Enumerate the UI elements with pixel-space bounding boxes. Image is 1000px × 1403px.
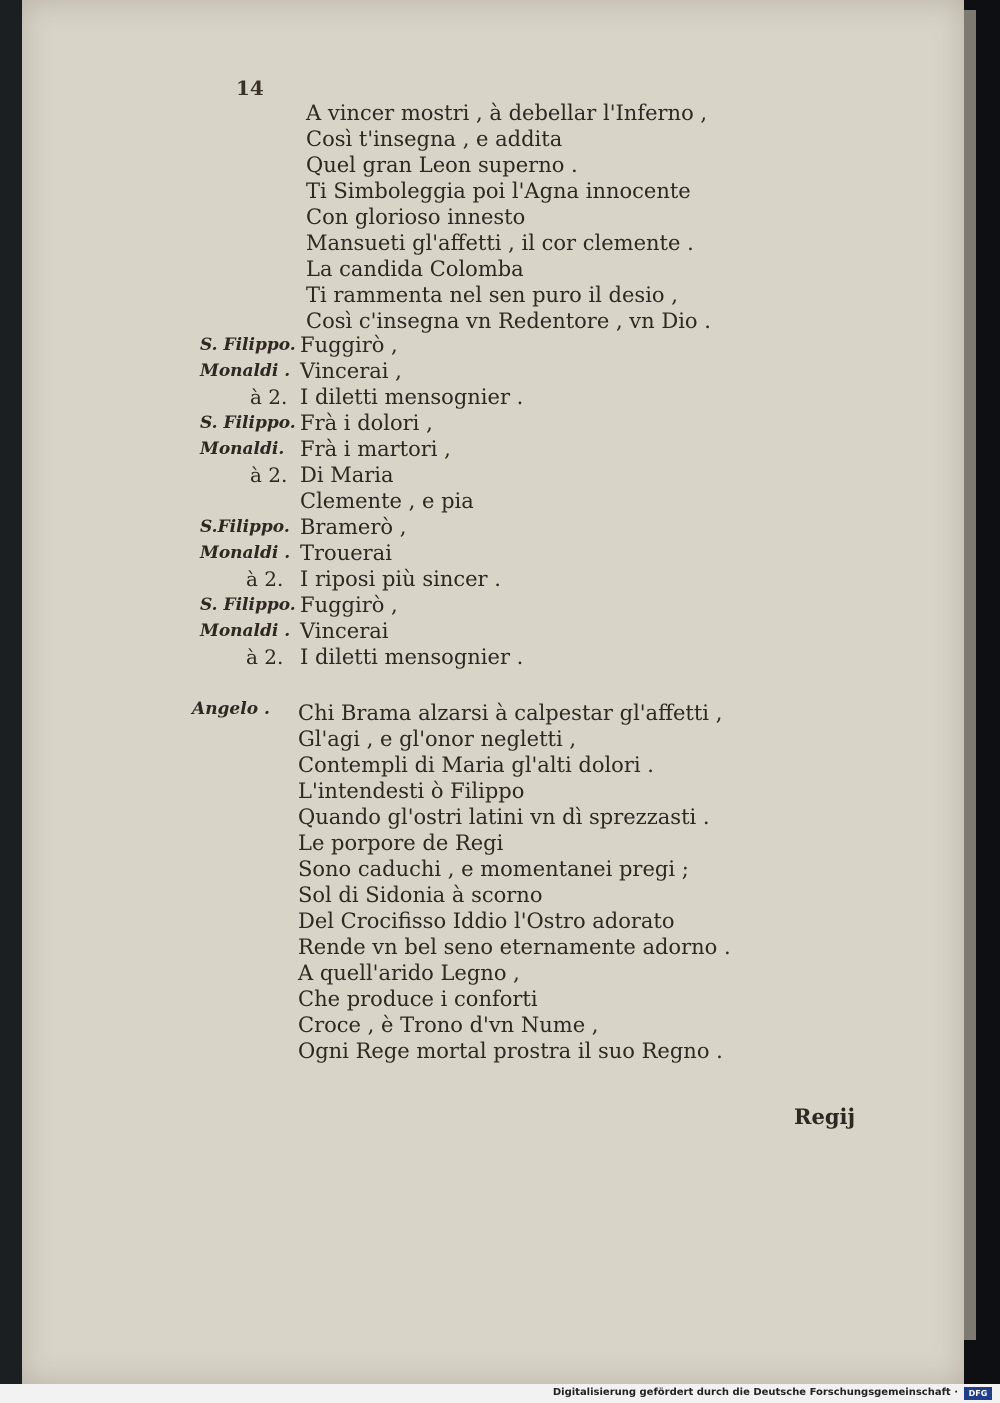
dialogue-line: Frà i martori ,	[300, 437, 451, 461]
speaker-label: Monaldi .	[200, 543, 291, 563]
dialogue-line: Di Maria	[300, 463, 394, 487]
scan-edge	[964, 0, 1000, 1384]
speaker-label: S. Filippo.	[200, 413, 296, 433]
verse-line: Così c'insegna vn Redentore , vn Dio .	[306, 309, 711, 333]
verse-line: Del Crocifisso Iddio l'Ostro adorato	[298, 909, 675, 933]
dialogue-line: Fuggirò ,	[300, 593, 398, 617]
verse-line: Ti Simboleggia poi l'Agna innocente	[306, 179, 691, 203]
funding-credit: Digitalisierung gefördert durch die Deutsche Forschungsgemeinschaft ·	[552, 1387, 958, 1398]
dfg-logo-icon: DFG	[964, 1387, 992, 1400]
dialogue-line: Vincerai ,	[300, 359, 402, 383]
verse-line: A vincer mostri , à debellar l'Inferno ,	[306, 101, 708, 125]
verse-line: Così t'insegna , e addita	[306, 127, 563, 151]
verse-line: Mansueti gl'affetti , il cor clemente .	[306, 231, 694, 255]
speaker-label: Monaldi .	[200, 361, 291, 381]
duet-marker: à 2.	[246, 645, 284, 669]
footer-bar	[0, 1384, 1000, 1403]
dialogue-line: I diletti mensognier .	[300, 645, 524, 669]
dialogue-line: Clemente , e pia	[300, 489, 474, 513]
verse-line: Con glorioso innesto	[306, 205, 526, 229]
dialogue-line: Vincerai	[300, 619, 389, 643]
duet-marker: à 2.	[246, 567, 284, 591]
duet-marker: à 2.	[250, 385, 288, 409]
page-number: 14	[236, 76, 264, 100]
verse-line: Quando gl'ostri latini vn dì sprezzasti .	[298, 805, 710, 829]
verse-line: Quel gran Leon superno .	[306, 153, 578, 177]
speaker-label: S.Filippo.	[200, 517, 290, 537]
dialogue-line: Bramerò ,	[300, 515, 407, 539]
verse-line: Sono caduchi , e momentanei pregi ;	[298, 857, 689, 881]
verse-line: Ti rammenta nel sen puro il desio ,	[306, 283, 678, 307]
verse-line: L'intendesti ò Filippo	[298, 779, 525, 803]
verse-line: Le porpore de Regi	[298, 831, 504, 855]
verse-line: A quell'arido Legno ,	[298, 961, 520, 985]
dialogue-line: Trouerai	[300, 541, 392, 565]
verse-line: Chi Brama alzarsi à calpestar gl'affetti ,	[298, 701, 723, 725]
verse-line: Sol di Sidonia à scorno	[298, 883, 543, 907]
verse-line: Che produce i conforti	[298, 987, 538, 1011]
dialogue-line: Frà i dolori ,	[300, 411, 433, 435]
speaker-label: Monaldi.	[200, 439, 285, 459]
verse-line: La candida Colomba	[306, 257, 524, 281]
duet-marker: à 2.	[250, 463, 288, 487]
verse-line: Rende vn bel seno eternamente adorno .	[298, 935, 731, 959]
dialogue-line: I riposi più sincer .	[300, 567, 501, 591]
dialogue-line: I diletti mensognier .	[300, 385, 524, 409]
verse-line: Gl'agi , e gl'onor negletti ,	[298, 727, 577, 751]
verse-line: Croce , è Trono d'vn Nume ,	[298, 1013, 599, 1037]
speaker-label: Angelo .	[192, 699, 270, 719]
catchword: Regij	[794, 1104, 856, 1129]
speaker-label: S. Filippo.	[200, 335, 296, 355]
speaker-label: Monaldi .	[200, 621, 291, 641]
next-page-edge	[964, 10, 976, 1340]
verse-line: Contempli di Maria gl'alti dolori .	[298, 753, 654, 777]
verse-line: Ogni Rege mortal prostra il suo Regno .	[298, 1039, 723, 1063]
dialogue-line: Fuggirò ,	[300, 333, 398, 357]
speaker-label: S. Filippo.	[200, 595, 296, 615]
